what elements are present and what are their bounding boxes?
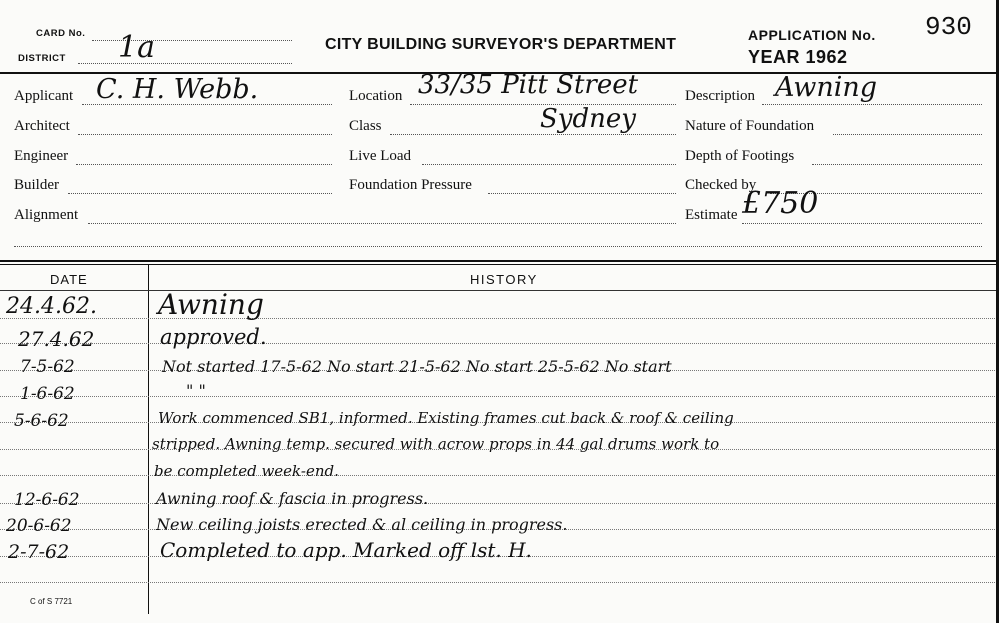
nature-line: [833, 134, 982, 135]
builder-line: [68, 193, 332, 194]
estimate-line: [742, 223, 982, 224]
history-date: 27.4.62: [18, 327, 95, 351]
checked-by-label: Checked by: [685, 177, 757, 193]
history-entry: approved.: [160, 325, 267, 349]
engineer-label: Engineer: [14, 148, 69, 164]
date-column-divider: [148, 264, 149, 614]
row-line: [0, 396, 999, 397]
alignment-line: [88, 223, 676, 224]
row-line: [0, 343, 999, 344]
history-header-rule: [0, 290, 999, 291]
live-load-label: Live Load: [349, 148, 412, 164]
department-title: CITY BUILDING SURVEYOR'S DEPARTMENT: [325, 36, 677, 53]
depth-line: [812, 164, 982, 165]
year-label: YEAR 1962: [748, 47, 848, 67]
description-line: [762, 104, 982, 105]
class-label: Class: [349, 118, 382, 134]
history-entry: Work commenced SB1, informed. Existing frames cut back & roof & ceiling: [158, 409, 734, 427]
alignment-label: Alignment: [14, 207, 79, 223]
applicant-value: C. H. Webb.: [96, 74, 259, 105]
history-date: 20-6-62: [6, 516, 72, 536]
foundation-pressure-label: Foundation Pressure: [349, 177, 472, 193]
live-load-line: [422, 164, 676, 165]
history-date: 2-7-62: [8, 541, 70, 563]
district-value: 1a: [118, 30, 155, 65]
history-top-rule-2: [0, 264, 999, 265]
builder-label: Builder: [14, 177, 59, 193]
application-number: 930: [925, 12, 972, 42]
row-line: [0, 582, 999, 583]
nature-of-foundation-label: Nature of Foundation: [685, 118, 815, 134]
estimate-value: £750: [742, 186, 819, 221]
history-entry: Awning: [158, 288, 264, 321]
row-line: [0, 475, 999, 476]
history-entry: " ": [186, 381, 206, 400]
history-date: 7-5-62: [20, 357, 75, 377]
application-label: APPLICATION No.: [748, 27, 876, 43]
district-line: [78, 63, 292, 64]
history-entry: be completed week-end.: [154, 462, 339, 480]
history-header: HISTORY: [470, 272, 538, 287]
history-date: 12-6-62: [14, 490, 80, 510]
class-line: [390, 134, 676, 135]
architect-line: [78, 134, 332, 135]
history-top-rule: [0, 260, 999, 262]
description-value: Awning: [775, 72, 878, 103]
history-entry: Completed to app. Marked off lst. H.: [160, 538, 532, 562]
history-entry: Not started 17-5-62 No start 21-5-62 No start 25-5-62 No start: [162, 357, 672, 376]
location-value-city: Sydney: [540, 104, 636, 134]
history-entry: Awning roof & fascia in progress.: [156, 489, 429, 508]
row-line: [0, 318, 999, 319]
foundation-pressure-line: [488, 193, 676, 194]
district-label: DISTRICT: [18, 53, 66, 64]
depth-of-footings-label: Depth of Footings: [685, 148, 795, 164]
location-label: Location: [349, 88, 403, 104]
estimate-label: Estimate: [685, 207, 738, 223]
location-value: 33/35 Pitt Street: [418, 70, 639, 100]
description-label: Description: [685, 88, 755, 104]
engineer-line: [76, 164, 332, 165]
history-date: 1-6-62: [20, 384, 75, 404]
form-code: C of S 7721: [30, 597, 73, 606]
history-date: 5-6-62: [14, 411, 69, 431]
card-no-label: CARD No.: [36, 28, 86, 39]
architect-label: Architect: [14, 118, 70, 134]
history-entry: stripped. Awning temp. secured with acrow props in 44 gal drums work to: [152, 435, 720, 453]
history-entry: New ceiling joists erected & al ceiling in progress.: [156, 515, 568, 534]
blank-line: [14, 246, 982, 247]
row-line: [0, 503, 999, 504]
history-date: 24.4.62.: [6, 294, 97, 319]
date-header: DATE: [50, 272, 88, 287]
applicant-label: Applicant: [14, 88, 74, 104]
